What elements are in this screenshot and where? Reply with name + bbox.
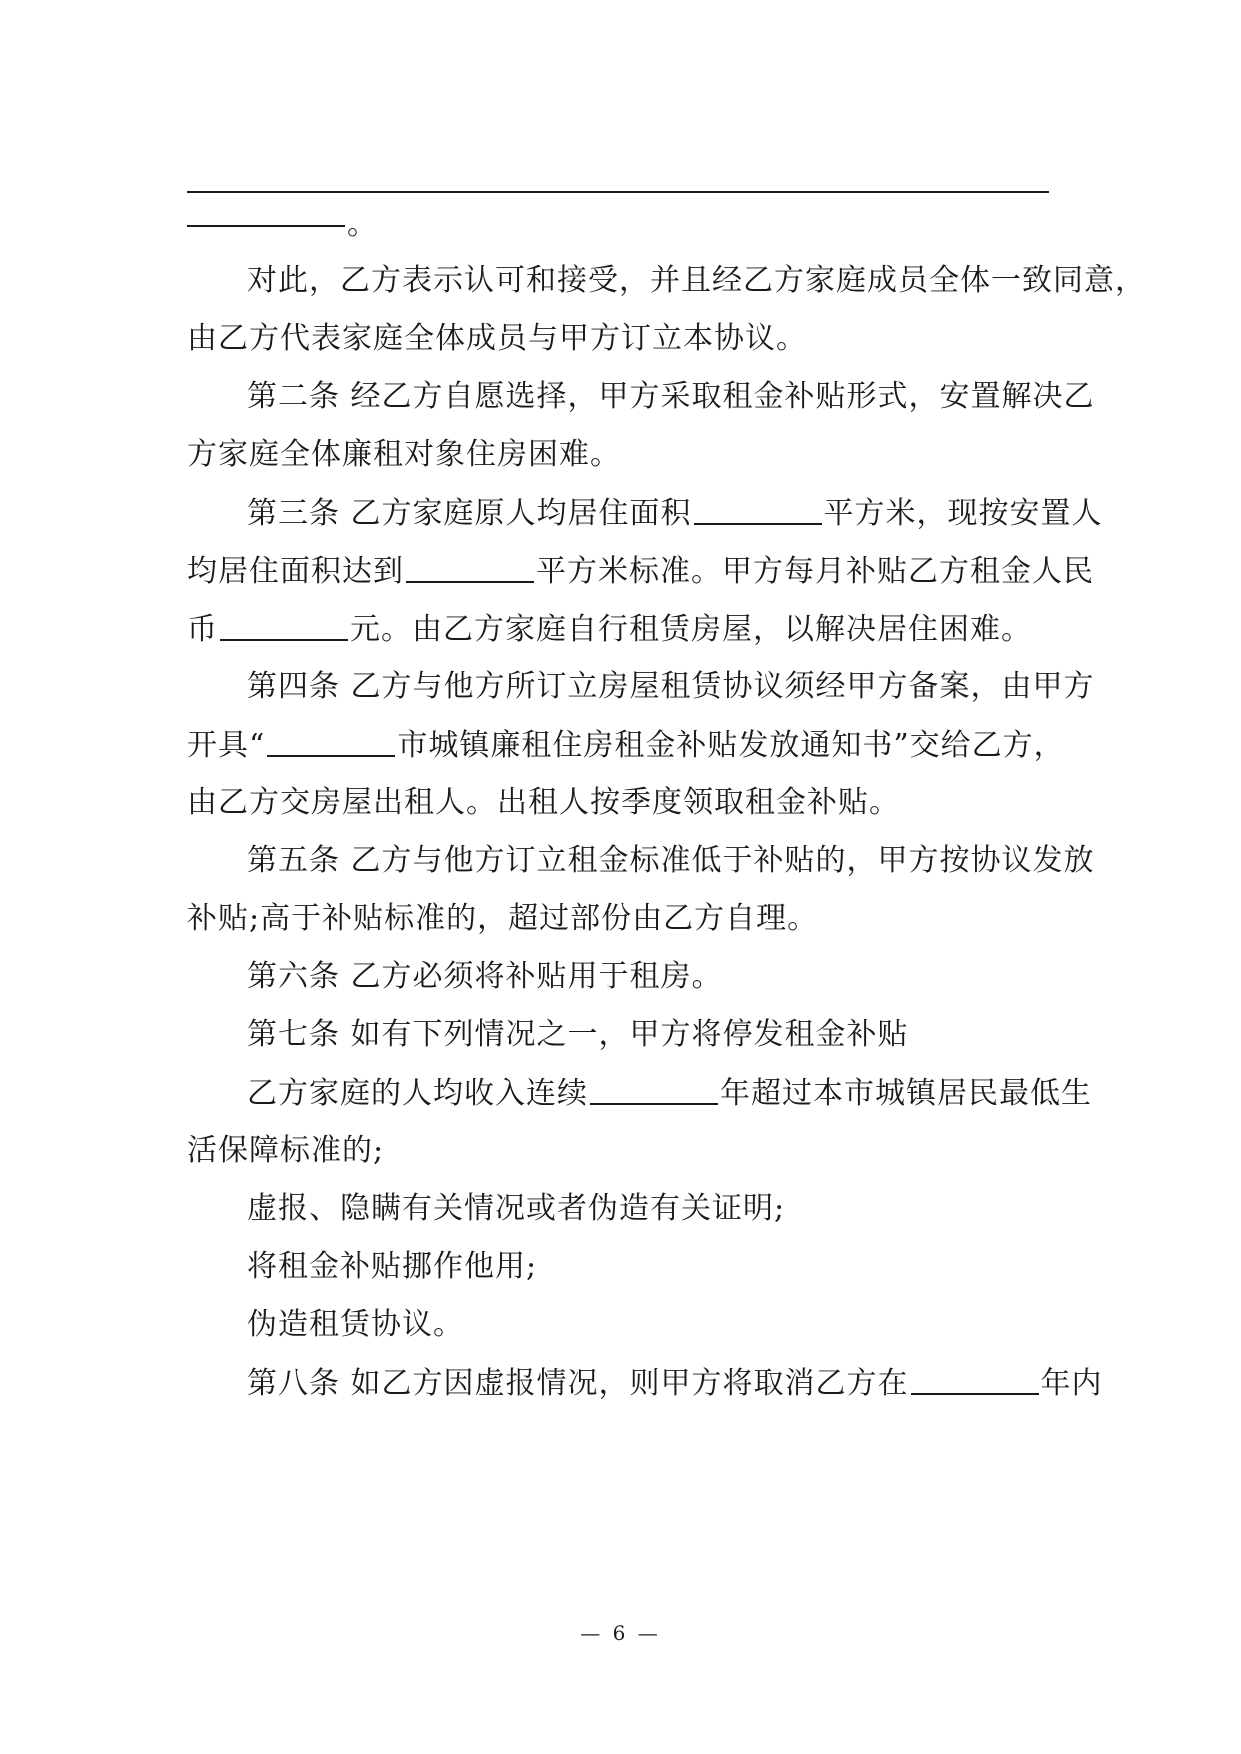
text-segment: 年内 bbox=[1040, 1366, 1103, 1401]
fill-in-blank[interactable] bbox=[694, 493, 822, 525]
article-7-item-line: 活保障标准的; bbox=[187, 1133, 385, 1168]
text-segment: 平方米标准。甲方每月补贴乙方租金人民 bbox=[536, 554, 1094, 589]
text-segment: 第三条 乙方家庭原人均居住面积 bbox=[247, 496, 692, 531]
article-7-item-line bbox=[247, 1073, 1092, 1113]
article-4-line: 第四条 乙方与他方所订立房屋租赁协议须经甲方备案，由甲方 bbox=[247, 669, 1095, 704]
fill-in-rule-full bbox=[187, 191, 1049, 193]
article-2-line: 方家庭全体廉租对象住房困难。 bbox=[187, 437, 621, 472]
paragraph-line: 对此，乙方表示认可和接受，并且经乙方家庭成员全体一致同意， bbox=[247, 263, 1146, 298]
article-3-line bbox=[187, 609, 1032, 649]
fill-in-blank[interactable] bbox=[406, 551, 534, 583]
article-7-item-line: 伪造租赁协议。 bbox=[247, 1307, 464, 1342]
article-3-line bbox=[187, 551, 1094, 591]
article-3-line bbox=[247, 493, 1103, 533]
article-4-line bbox=[187, 725, 1065, 765]
text-segment: 年超过本市城镇居民最低生 bbox=[720, 1076, 1092, 1111]
article-7-item-line: 将租金补贴挪作他用; bbox=[247, 1249, 538, 1284]
article-8-line bbox=[247, 1363, 1103, 1403]
text-segment: 乙方家庭的人均收入连续 bbox=[247, 1076, 588, 1111]
text-segment: 第八条 如乙方因虚报情况，则甲方将取消乙方在 bbox=[247, 1366, 909, 1401]
text-segment: 平方米，现按安置人 bbox=[823, 496, 1103, 531]
text-segment: 均居住面积达到 bbox=[187, 554, 404, 589]
fill-in-blank[interactable] bbox=[911, 1363, 1039, 1395]
article-7-line: 第七条 如有下列情况之一，甲方将停发租金补贴 bbox=[247, 1017, 909, 1052]
article-5-line: 第五条 乙方与他方订立租金标准低于补贴的，甲方按协议发放 bbox=[247, 843, 1095, 878]
page-number: — 6 — bbox=[580, 1621, 661, 1645]
fill-in-blank[interactable] bbox=[220, 609, 348, 641]
text-segment: 元。由乙方家庭自行租赁房屋，以解决居住困难。 bbox=[350, 612, 1032, 647]
continuation-line bbox=[187, 205, 378, 245]
fill-in-blank[interactable] bbox=[590, 1073, 718, 1105]
fill-in-blank[interactable] bbox=[267, 725, 395, 757]
article-4-line: 由乙方交房屋出租人。出租人按季度领取租金补贴。 bbox=[187, 785, 900, 820]
text-segment: 币 bbox=[187, 612, 218, 647]
text-segment: 开具“ bbox=[187, 728, 266, 763]
end-mark: 。 bbox=[347, 207, 378, 242]
text-segment: 市城镇廉租住房租金补贴发放通知书”交给乙方， bbox=[397, 728, 1065, 763]
article-2-line: 第二条 经乙方自愿选择，甲方采取租金补贴形式，安置解决乙 bbox=[247, 379, 1095, 414]
article-6-line: 第六条 乙方必须将补贴用于租房。 bbox=[247, 959, 723, 994]
fill-in-rule-short bbox=[187, 225, 345, 227]
paragraph-line: 由乙方代表家庭全体成员与甲方订立本协议。 bbox=[187, 321, 807, 356]
article-5-line: 补贴;高于补贴标准的，超过部份由乙方自理。 bbox=[187, 901, 819, 936]
article-7-item-line: 虚报、隐瞒有关情况或者伪造有关证明; bbox=[247, 1191, 786, 1226]
